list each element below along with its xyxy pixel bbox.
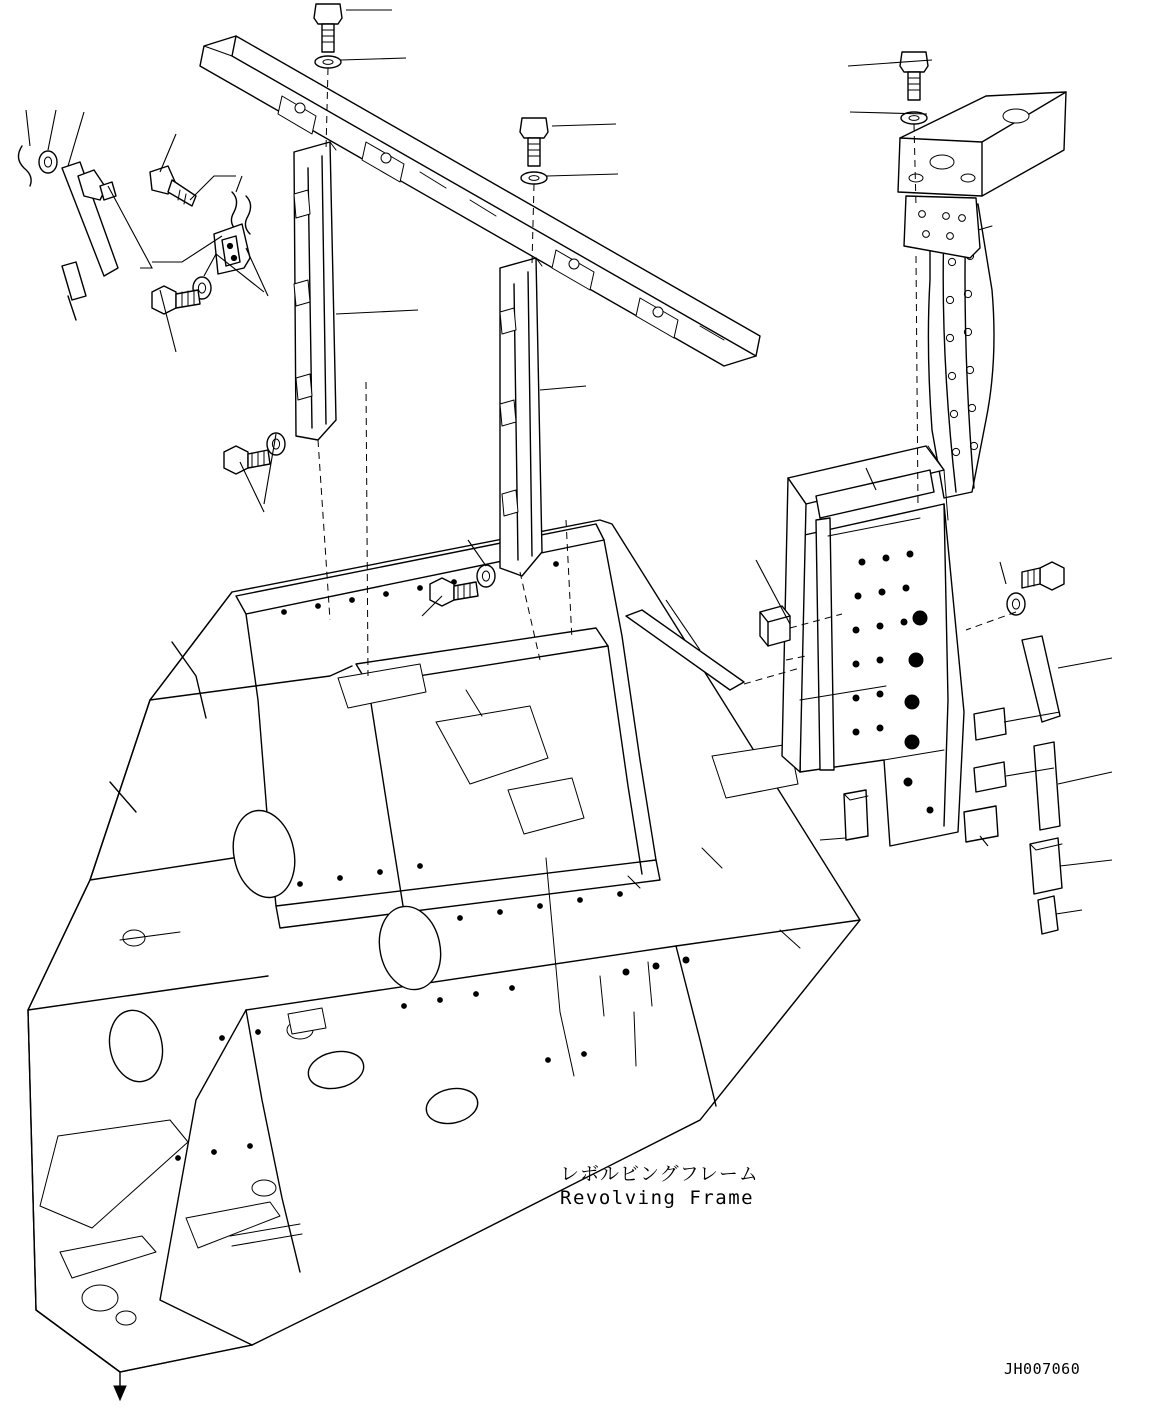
washer-center-lower [477, 565, 495, 587]
pad-3 [974, 762, 1006, 792]
caption-english: Revolving Frame [560, 1186, 755, 1209]
washer-right [1007, 593, 1025, 615]
pad-6 [1038, 896, 1058, 934]
post-center [500, 258, 542, 576]
retaining-clip-1 [18, 146, 31, 186]
bolt-top-left [314, 4, 342, 52]
partition-panel [782, 446, 964, 846]
block-cube [760, 606, 790, 646]
pad-1 [844, 790, 868, 840]
sheet-code: JH007060 [1004, 1360, 1081, 1378]
bolt-top-right [900, 52, 928, 100]
pad-2 [974, 708, 1006, 740]
ball-stud-long [150, 166, 196, 206]
washer-mid-upper [521, 172, 547, 184]
bolt-mid-upper [520, 118, 548, 166]
long-rail-top [200, 36, 760, 366]
bolt-left-lower [224, 446, 270, 474]
washer-small-left [39, 151, 57, 173]
revolving-frame-body [28, 520, 860, 1400]
bolt-right [1022, 562, 1064, 590]
pad-5 [1030, 838, 1062, 894]
ball-stud-short [78, 170, 116, 200]
washer-top-left [315, 56, 341, 68]
seal-strip-right [1022, 636, 1060, 722]
seal-strip-short [1034, 742, 1060, 830]
post-left [294, 142, 336, 440]
caption-japanese: レボルビングフレーム [560, 1163, 759, 1185]
